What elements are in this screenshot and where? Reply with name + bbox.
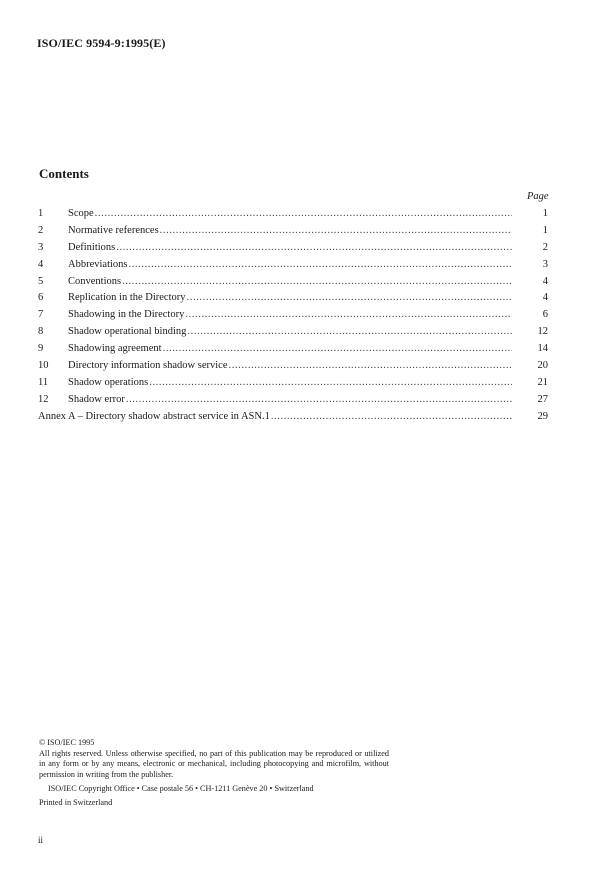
toc-entry-11[interactable] bbox=[38, 375, 550, 392]
dot-leader bbox=[160, 223, 512, 240]
toc-entry-page: 4 bbox=[542, 275, 548, 287]
toc-entry-7[interactable] bbox=[38, 307, 550, 324]
toc-entry-3[interactable] bbox=[38, 240, 550, 257]
toc-entry-number: 5 bbox=[38, 275, 44, 287]
toc-entry-title: Shadow operations bbox=[68, 376, 149, 388]
toc-entry-6[interactable] bbox=[38, 290, 550, 307]
toc-entry-1[interactable] bbox=[38, 206, 550, 223]
toc-entry-title: Replication in the Directory bbox=[68, 292, 186, 304]
toc-entry-number: 6 bbox=[38, 292, 44, 304]
toc-entry-page: 29 bbox=[537, 410, 548, 422]
toc-entry-page: 6 bbox=[542, 309, 548, 321]
dot-leader bbox=[95, 206, 512, 223]
toc-entry-page: 1 bbox=[542, 208, 548, 219]
copyright-line: © ISO/IEC 1995 bbox=[39, 738, 95, 747]
toc-entry-page: 21 bbox=[537, 376, 548, 388]
dot-leader bbox=[129, 257, 513, 274]
toc-entry-4[interactable] bbox=[38, 257, 550, 274]
toc-entry-2[interactable] bbox=[38, 223, 550, 240]
toc-entry-title: Conventions bbox=[68, 275, 122, 287]
toc-entry-title: Shadow operational binding bbox=[68, 326, 187, 338]
dot-leader bbox=[126, 392, 512, 409]
toc-entry-title: Shadow error bbox=[68, 393, 125, 405]
toc-entry-10[interactable] bbox=[38, 358, 550, 375]
toc-entry-title: Directory information shadow service bbox=[68, 360, 228, 372]
dot-leader bbox=[229, 358, 513, 375]
dot-leader bbox=[149, 375, 512, 392]
toc-entry-number: 2 bbox=[38, 224, 44, 236]
toc-entry-number: 7 bbox=[38, 309, 44, 321]
dot-leader bbox=[187, 290, 512, 307]
toc-entry-page: 14 bbox=[537, 343, 548, 355]
toc-entry-number: 12 bbox=[38, 393, 49, 405]
dot-leader bbox=[187, 324, 512, 341]
toc-entry-number: 1 bbox=[38, 208, 44, 219]
toc-entry-number: 10 bbox=[38, 360, 49, 372]
copyright-office-address: ISO/IEC Copyright Office • Case postale 56 • CH-1211 Genève 20 • Switzerland bbox=[48, 784, 314, 793]
document-identifier: ISO/IEC 9594-9:1995(E) bbox=[37, 36, 166, 50]
toc-entry-annex-a[interactable] bbox=[38, 409, 550, 426]
toc-entry-number: 9 bbox=[38, 343, 44, 355]
toc-entry-number: 4 bbox=[38, 258, 44, 270]
toc-entry-8[interactable] bbox=[38, 324, 550, 341]
toc-entry-page: 4 bbox=[542, 292, 548, 304]
table-of-contents bbox=[38, 206, 550, 426]
toc-entry-number: 11 bbox=[38, 376, 49, 388]
toc-entry-title: Annex A – Directory shadow abstract service in ASN.1 bbox=[38, 410, 270, 422]
toc-entry-page: 3 bbox=[542, 258, 548, 270]
toc-entry-page: 20 bbox=[537, 360, 548, 372]
dot-leader bbox=[271, 409, 512, 426]
dot-leader bbox=[122, 274, 512, 291]
toc-entry-title: Shadowing agreement bbox=[68, 343, 162, 355]
page-number: ii bbox=[38, 835, 44, 845]
rights-statement: All rights reserved. Unless otherwise specified, no part of this publication may be reproduced or utilized in any form or by any means, electronic or mechanical, including photocopying and microfilm, without permission in writing from the publisher. bbox=[39, 748, 389, 779]
toc-entry-page: 12 bbox=[537, 326, 548, 338]
printed-location: Printed in Switzerland bbox=[39, 797, 113, 807]
toc-entry-12[interactable] bbox=[38, 392, 550, 409]
page-column-label: Page bbox=[527, 191, 549, 202]
toc-entry-title: Normative references bbox=[68, 224, 159, 236]
toc-entry-number: 3 bbox=[38, 241, 44, 253]
toc-entry-title: Definitions bbox=[68, 241, 116, 253]
toc-entry-title: Abbreviations bbox=[68, 258, 128, 270]
dot-leader bbox=[116, 240, 512, 257]
dot-leader bbox=[163, 341, 512, 358]
dot-leader bbox=[185, 307, 512, 324]
toc-entry-title: Scope bbox=[68, 208, 94, 219]
toc-entry-title: Shadowing in the Directory bbox=[68, 309, 185, 321]
toc-entry-9[interactable] bbox=[38, 341, 550, 358]
toc-entry-page: 27 bbox=[537, 393, 548, 405]
toc-entry-5[interactable] bbox=[38, 274, 550, 291]
copyright-notice bbox=[39, 738, 389, 808]
toc-entry-page: 1 bbox=[542, 224, 548, 236]
toc-entry-number: 8 bbox=[38, 326, 44, 338]
contents-heading: Contents bbox=[39, 166, 89, 181]
toc-entry-page: 2 bbox=[542, 241, 548, 253]
